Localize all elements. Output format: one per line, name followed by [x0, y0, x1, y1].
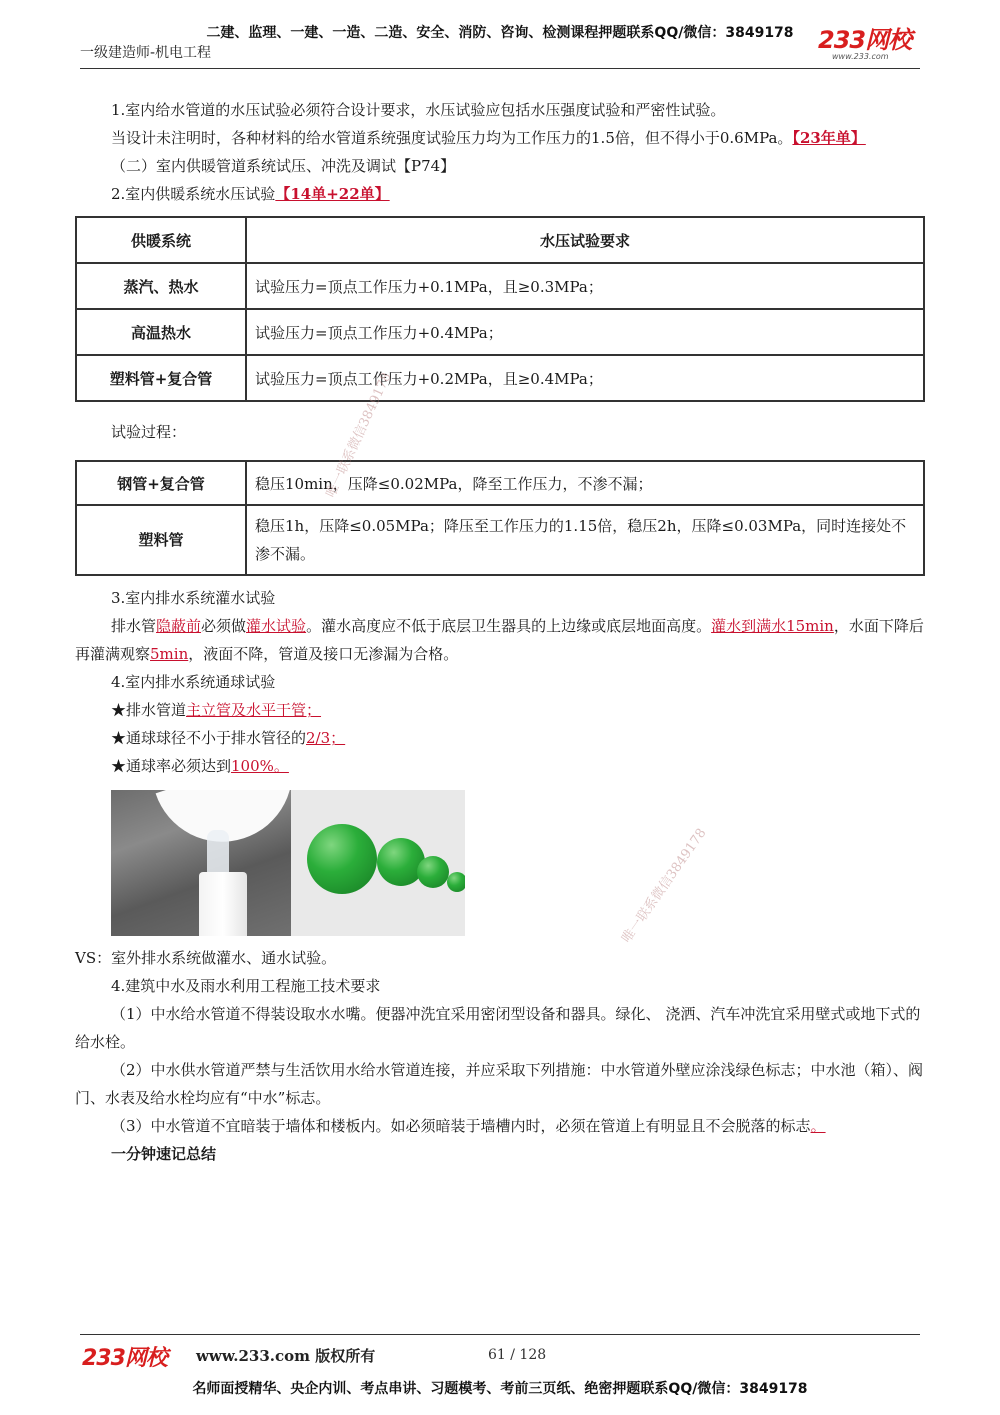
- section-heading: 4.室内排水系统通球试验: [111, 673, 276, 691]
- table-row: [76, 505, 924, 575]
- table-cell: 蒸汽、热水: [76, 263, 246, 309]
- text: ★排水管道: [111, 701, 187, 719]
- section-heading: 3.室内排水系统灌水试验: [111, 589, 276, 607]
- text: ★通球球径不小于排水管径的: [111, 729, 307, 747]
- table-cell: 塑料管+复合管: [76, 355, 246, 401]
- section-heading: 4.建筑中水及雨水利用工程施工技术要求: [111, 977, 381, 995]
- paragraph: 1.室内给水管道的水压试验必须符合设计要求，水压试验应包括水压强度试验和严密性试验。: [111, 101, 726, 119]
- test-process-label: 试验过程：: [111, 423, 187, 441]
- comparison-note: VS：室外排水系统做灌水、通水试验。: [75, 949, 337, 967]
- page-content: [75, 96, 925, 1168]
- table-row: [76, 263, 924, 309]
- table-cell: 稳压10min，压降≤0.02MPa，降至工作压力，不渗不漏；: [246, 461, 924, 505]
- paragraph: （2）中水供水管道严禁与生活饮用水给水管道连接，并应采取下列措施：中水管道外壁应涂浅绿色标志；中水池（箱）、阀门、水表及给水栓均应有“中水”标志。: [75, 1061, 924, 1107]
- footer-banner: 名师面授精华、央企内训、考点串讲、习题模考、考前三页纸、绝密押题联系QQ/微信：3849178: [192, 1381, 808, 1397]
- highlight: 100%。: [231, 757, 289, 775]
- ball-test-photo: [111, 790, 465, 936]
- table-cell: 钢管+复合管: [76, 461, 246, 505]
- test-process-table: [75, 460, 925, 576]
- exam-tag: 【23年单】: [792, 129, 866, 147]
- table-row: [76, 355, 924, 401]
- header-banner: 二建、监理、一建、一造、二造、安全、消防、咨询、检测课程押题联系QQ/微信：3849178: [206, 25, 794, 41]
- watermark: 唯一联系微信3849178: [619, 825, 710, 946]
- text: ，液面不降，管道及接口无渗漏为合格。: [188, 645, 459, 663]
- bullet-item: [75, 696, 925, 724]
- bullet-item: [75, 752, 925, 780]
- header-divider: [80, 68, 920, 69]
- section-heading: [75, 180, 925, 208]
- document-subtitle: 一级建造师-机电工程: [80, 45, 212, 61]
- logo-text: 233网校: [818, 26, 912, 54]
- watermark: 唯一联系微信3849178: [323, 370, 395, 501]
- highlight: 主立管及水平干管；: [186, 701, 322, 719]
- footer-logo: 233网校: [82, 1346, 167, 1371]
- text: 。灌水高度应不低于底层卫生器具的上边缘或底层地面高度。: [306, 617, 712, 635]
- text: 必须做: [201, 617, 247, 635]
- footer-divider: [80, 1334, 920, 1335]
- section-heading: （二）室内供暖管道系统试压、冲洗及调试【P74】: [111, 157, 456, 175]
- table-cell: 高温热水: [76, 309, 246, 355]
- table-cell: 稳压1h，压降≤0.05MPa；降压至工作压力的1.15倍，稳压2h，压降≤0.03MPa，同时连接处不渗不漏。: [246, 505, 924, 575]
- page-number: 61 / 128: [488, 1347, 547, 1363]
- table-cell: 试验压力=顶点工作压力+0.2MPa，且≥0.4MPa；: [246, 355, 924, 401]
- bullet-item: [75, 724, 925, 752]
- table-row: [76, 309, 924, 355]
- table-row: [76, 461, 924, 505]
- text: （3）中水管道不宜暗装于墙体和楼板内。如必须暗装于墙槽内时，必须在管道上有明显且不会脱落的标志: [111, 1117, 811, 1135]
- highlight: 5min: [150, 645, 189, 663]
- highlight: 灌水到满水15min: [711, 617, 834, 635]
- text: ★通球率必须达到: [111, 757, 232, 775]
- test-balls-image: [291, 790, 465, 936]
- highlight: 隐蔽前: [156, 617, 202, 635]
- table-header: 水压试验要求: [246, 217, 924, 263]
- highlight: 2/3；: [306, 729, 346, 747]
- text: ，水面下降后再灌满观察: [75, 617, 924, 663]
- paragraph: （1）中水给水管道不得装设取水水嘴。便器冲洗宜采用密闭型设备和器具。绿化、 浇洒、汽车冲洗宜采用壁式或地下式的给水栓。: [75, 1005, 921, 1051]
- heating-pressure-table: [75, 216, 925, 402]
- site-logo: [818, 28, 928, 62]
- table-cell: 试验压力=顶点工作压力+0.1MPa，且≥0.3MPa；: [246, 263, 924, 309]
- highlight: 灌水试验: [246, 617, 307, 635]
- table-cell: 塑料管: [76, 505, 246, 575]
- highlight: 。: [810, 1117, 826, 1135]
- table-cell: 试验压力=顶点工作压力+0.4MPa；: [246, 309, 924, 355]
- copyright-text: www.233.com 版权所有: [196, 1347, 376, 1365]
- paragraph: [75, 1112, 925, 1140]
- table-header-row: [76, 217, 924, 263]
- text: 排水管: [111, 617, 157, 635]
- heading-text: 2.室内供暖系统水压试验: [111, 185, 276, 203]
- table-header: 供暖系统: [76, 217, 246, 263]
- exam-tag: 【14单+22单】: [275, 185, 390, 203]
- paragraph-text: 当设计未注明时，各种材料的给水管道系统强度试验压力均为工作压力的1.5倍，但不得小于0.6MPa。: [111, 129, 793, 147]
- paragraph: [75, 124, 925, 152]
- paragraph: [75, 612, 925, 668]
- summary-heading: 一分钟速记总结: [111, 1145, 217, 1163]
- logo-url: www.233.com: [832, 52, 889, 61]
- water-pouring-image: [111, 790, 291, 936]
